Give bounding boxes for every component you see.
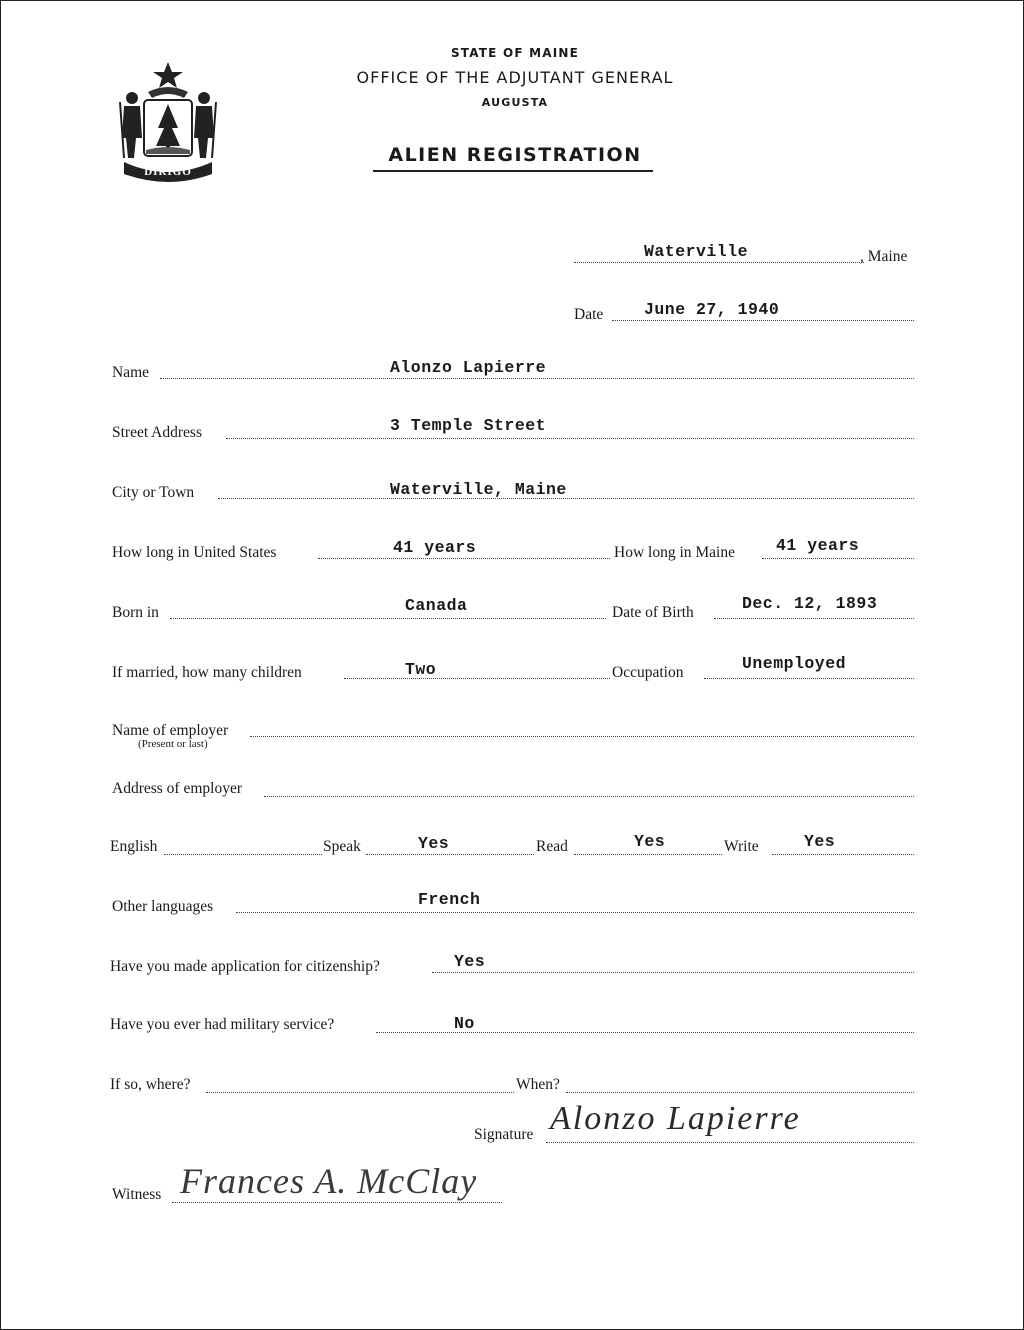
city-heading: AUGUSTA bbox=[481, 96, 549, 109]
military-label: Have you ever had military service? bbox=[110, 1016, 335, 1033]
state-heading: STATE OF MAINE bbox=[450, 46, 580, 60]
english-dotted-line bbox=[164, 854, 322, 855]
children-value: Two bbox=[405, 660, 437, 679]
place-town-value: Waterville bbox=[644, 242, 749, 261]
other-languages-dotted-line bbox=[236, 912, 914, 913]
street-value: 3 Temple Street bbox=[390, 416, 547, 435]
write-label: Write bbox=[724, 838, 759, 855]
office-heading: OFFICE OF THE ADJUTANT GENERAL bbox=[356, 68, 674, 87]
write-dotted-line bbox=[772, 854, 914, 855]
witness-label: Witness bbox=[112, 1186, 162, 1203]
witness-handwriting: Frances A. McClay bbox=[180, 1161, 478, 1201]
born-value: Canada bbox=[405, 596, 468, 615]
signature-handwriting: Alonzo Lapierre bbox=[550, 1100, 801, 1137]
citizenship-value: Yes bbox=[454, 952, 486, 971]
place-state-label: , Maine bbox=[860, 248, 908, 265]
employer-sublabel: (Present or last) bbox=[138, 738, 208, 750]
speak-value: Yes bbox=[418, 834, 450, 853]
page-title: ALIEN REGISTRATION bbox=[388, 144, 642, 166]
english-label: English bbox=[110, 838, 158, 855]
date-dotted-line bbox=[612, 320, 914, 321]
speak-dotted-line bbox=[366, 854, 534, 855]
occupation-label: Occupation bbox=[612, 664, 684, 681]
employer-address-label: Address of employer bbox=[112, 780, 242, 797]
witness-dotted-line bbox=[172, 1202, 502, 1203]
dob-dotted-line bbox=[714, 618, 914, 619]
maine-time-dotted-line bbox=[762, 558, 914, 559]
maine-time-label: How long in Maine bbox=[614, 544, 735, 561]
read-label: Read bbox=[536, 838, 568, 855]
date-value: June 27, 1940 bbox=[644, 300, 780, 319]
other-languages-value: French bbox=[418, 890, 481, 909]
name-value: Alonzo Lapierre bbox=[390, 358, 547, 377]
title-underline bbox=[373, 170, 653, 172]
write-value: Yes bbox=[804, 832, 836, 851]
state-seal-icon bbox=[114, 58, 222, 186]
dob-value: Dec. 12, 1893 bbox=[742, 594, 878, 613]
when-label: When? bbox=[516, 1076, 560, 1093]
us-time-dotted-line bbox=[318, 558, 610, 559]
born-dotted-line bbox=[170, 618, 606, 619]
seal-motto: DIRIGO bbox=[144, 166, 192, 178]
occupation-value: Unemployed bbox=[742, 654, 847, 673]
date-label: Date bbox=[574, 306, 604, 323]
dob-label: Date of Birth bbox=[612, 604, 694, 621]
city-value: Waterville, Maine bbox=[390, 480, 567, 499]
occupation-dotted-line bbox=[704, 678, 914, 679]
employer-address-dotted-line bbox=[264, 796, 914, 797]
employer-dotted-line bbox=[250, 736, 914, 737]
name-dotted-line bbox=[160, 378, 914, 379]
citizenship-dotted-line bbox=[432, 972, 914, 973]
maine-time-value: 41 years bbox=[776, 536, 860, 555]
street-dotted-line bbox=[226, 438, 914, 439]
children-dotted-line bbox=[344, 678, 610, 679]
citizenship-label: Have you made application for citizenship? bbox=[110, 958, 380, 975]
children-label: If married, how many children bbox=[112, 664, 302, 681]
military-value: No bbox=[454, 1014, 475, 1033]
when-dotted-line bbox=[566, 1092, 914, 1093]
where-label: If so, where? bbox=[110, 1076, 191, 1093]
where-dotted-line bbox=[206, 1092, 514, 1093]
employer-label: Name of employer bbox=[112, 722, 229, 739]
read-value: Yes bbox=[634, 832, 666, 851]
street-label: Street Address bbox=[112, 424, 202, 441]
read-dotted-line bbox=[574, 854, 722, 855]
name-label: Name bbox=[112, 364, 150, 381]
other-languages-label: Other languages bbox=[112, 898, 214, 915]
us-time-value: 41 years bbox=[393, 538, 477, 557]
us-time-label: How long in United States bbox=[112, 544, 277, 561]
city-label: City or Town bbox=[112, 484, 195, 501]
signature-dotted-line bbox=[546, 1142, 914, 1143]
signature-label: Signature bbox=[474, 1126, 534, 1143]
place-dotted-line bbox=[574, 262, 864, 263]
born-label: Born in bbox=[112, 604, 159, 621]
speak-label: Speak bbox=[323, 838, 361, 855]
